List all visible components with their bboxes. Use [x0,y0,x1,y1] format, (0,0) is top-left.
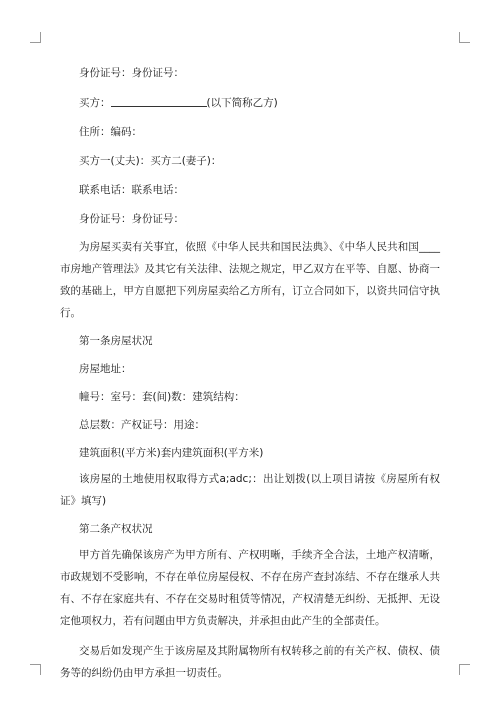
contract-body [60,66,440,684]
buyer-line [60,96,440,110]
buyer-name-blank [111,96,207,107]
crop-mark-top-right [459,32,470,43]
buyer-alias: (以下简称乙方) [206,97,278,109]
article-1-heading: 第一条房屋状况 [79,335,153,347]
floors-line: 总层数：产权证号：用途： [79,419,205,431]
article-2-heading: 第二条产权状况 [79,523,153,535]
crop-mark-top-left [30,32,41,43]
dispute-paragraph: 交易后如发现产生于该房屋及其附属物所有权转移之前的有关产权、债权、债务等的纠纷仍由甲方承担一切责任。 [60,645,440,679]
crop-mark-bottom-right [459,664,470,675]
guarantee-paragraph: 甲方首先确保该房产为甲方所有、产权明晰，手续齐全合法，土地产权清晰，市政规划不受影响，不存在单位房屋侵权、不存在房产查封冻结、不存在继承人共有、不存在家庭共有、不存在交易时租赁等情况，产权清楚无纠纷、无抵押、无设定他项权力，若有问题由甲方负责解决，并承担由此产生的全部责任。 [60,549,440,627]
area-line: 建筑面积(平方米)套内建筑面积(平方米) [79,447,264,459]
id-number-line-1: 身份证号：身份证号： [79,67,184,79]
land-use-paragraph: 该房屋的土地使用权取得方式a;adc;：出让划拨(以上项目请按《房屋所有权证》填写) [60,473,440,507]
crop-mark-bottom-left [30,664,41,675]
buyer-label: 买方： [79,97,111,109]
address-line: 住所：编码： [79,126,142,138]
intro-paragraph: 为房屋买卖有关事宜，依照《中华人民共和国民法典》、《中华人民共和国____市房地产管理法》及其它有关法律、法规之规定，甲乙双方在平等、自愿、协商一致的基础上，甲方自愿把下列房屋卖给乙方所有，订立合同如下，以资共同信守执行。 [60,241,440,319]
phone-line: 联系电话：联系电话： [79,184,184,196]
house-address-line: 房屋地址： [79,363,132,375]
building-line: 幢号：室号：套(间)数：建筑结构： [79,391,245,403]
id-number-line-2: 身份证号：身份证号： [79,213,184,225]
buyers-line: 买方一(丈夫)：买方二(妻子)： [79,155,222,167]
